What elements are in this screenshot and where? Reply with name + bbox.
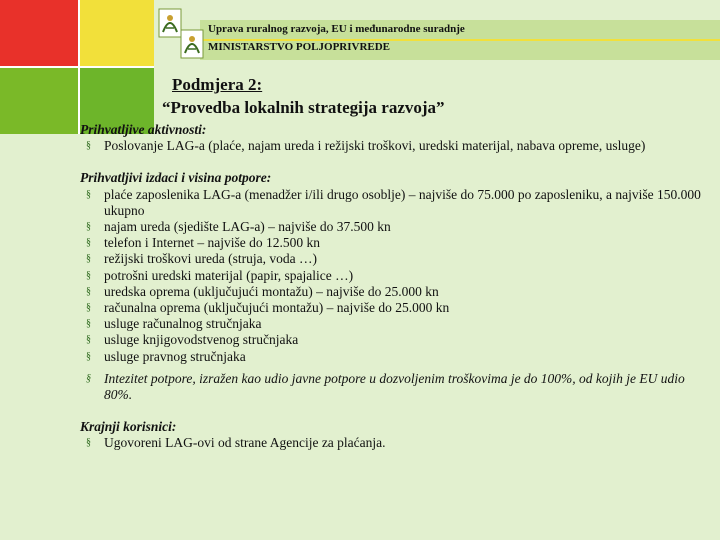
bullet-icon: § xyxy=(86,372,91,384)
bullet-icon: § xyxy=(86,437,91,449)
bullet-icon: § xyxy=(86,302,91,314)
list-item: § potrošni uredski materijal (papir, spajalice …) xyxy=(86,267,354,283)
bullet-icon: § xyxy=(86,253,91,265)
bullet-icon: § xyxy=(86,318,91,330)
list-item: § Poslovanje LAG-a (plaće, najam ureda i režijski troškovi, uredski materijal, nabava opreme, usluge) xyxy=(86,138,646,154)
ministry-emblem-icon xyxy=(158,8,182,38)
costs-list xyxy=(80,187,710,365)
slide-content xyxy=(80,122,710,452)
bullet-icon: § xyxy=(86,140,91,152)
bullet-icon: § xyxy=(86,237,91,249)
section-heading-activities: Prihvatljive aktivnosti: xyxy=(80,122,207,137)
list-item: § telefon i Internet – najviše do 12.500 kn xyxy=(86,235,320,251)
section-heading-costs: Prihvatljivi izdaci i visina potpore: xyxy=(80,170,272,186)
decor-square-red xyxy=(0,0,80,68)
header-ministry: MINISTARSTVO POLJOPRIVREDE xyxy=(208,41,391,53)
list-item: § uredska oprema (uključujući montažu) – najviše do 25.000 kn xyxy=(86,283,439,299)
slide-title-measure: Podmjera 2: xyxy=(172,75,263,94)
bullet-icon: § xyxy=(86,221,91,233)
list-item: § najam ureda (sjedište LAG-a) – najviše do 37.500 kn xyxy=(86,219,391,235)
support-note-list xyxy=(80,371,710,403)
list-item: § Ugovoreni LAG-ovi od strane Agencije za plaćanja. xyxy=(86,435,386,451)
list-item: § usluge knjigovodstvenog stručnjaka xyxy=(86,332,299,348)
support-intensity-note: § Intezitet potpore, izražen kao udio javne potpore u dozvoljenim troškovima je do 100%, od kojih je EU udio 80%. xyxy=(86,370,685,403)
list-item: § usluge računalnog stručnjaka xyxy=(86,316,262,332)
list-item: § računalna oprema (uključujući montažu) – najviše do 25.000 kn xyxy=(86,300,450,316)
list-item: § režijski troškovi ureda (struja, voda …) xyxy=(86,251,317,267)
bullet-icon: § xyxy=(86,285,91,297)
ministry-emblem-icon xyxy=(180,29,204,59)
slide-title-name: “Provedba lokalnih strategija razvoja” xyxy=(162,98,445,117)
header-department: Uprava ruralnog razvoja, EU i međunarodne suradnje xyxy=(208,23,465,35)
bullet-icon: § xyxy=(86,350,91,362)
section-heading-beneficiaries: Krajnji korisnici: xyxy=(80,419,177,435)
decor-square-green xyxy=(0,68,80,134)
bullet-icon: § xyxy=(86,334,91,346)
list-item: § usluge pravnog stručnjaka xyxy=(86,348,246,364)
activities-list xyxy=(80,138,710,154)
bullet-icon: § xyxy=(86,269,91,281)
list-item: § plaće zaposlenika LAG-a (menadžer i/ili drugo osoblje) – najviše do 75.000 po zaposleniku, a najviše 150.000 ukupno xyxy=(86,186,701,218)
decor-square-yellow xyxy=(80,0,154,68)
bullet-icon: § xyxy=(86,188,91,200)
beneficiaries-list xyxy=(80,435,710,451)
